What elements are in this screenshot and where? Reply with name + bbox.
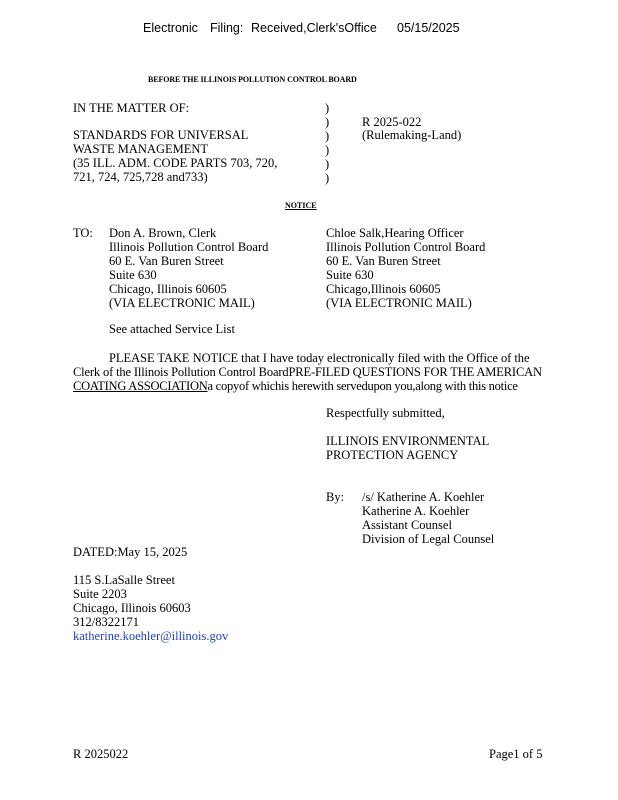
email-link[interactable]: katherine.koehler@illinois.gov (73, 629, 229, 643)
notice-body-line-1: PLEASE TAKE NOTICE that I have today electronically filed with the Office of the (109, 351, 530, 365)
caption-title-line: 721, 724, 725,728 and733) (73, 170, 208, 184)
dated-line: DATED:May 15, 2025 (73, 545, 188, 559)
docket-type: (Rulemaking-Land) (362, 128, 462, 142)
caption-paren: ) (325, 143, 330, 157)
signature-block (362, 490, 494, 546)
caption-matter: IN THE MATTER OF: (73, 101, 190, 115)
addressee-hearing-officer (326, 226, 485, 310)
filing-stamp-date: 05/15/2025 (397, 21, 460, 35)
signature-line: /s/ Katherine A. Koehler (362, 490, 485, 504)
caption-title-line: WASTE MANAGEMENT (73, 142, 209, 156)
address-line: Illinois Pollution Control Board (109, 240, 269, 254)
agency-line: PROTECTION AGENCY (326, 448, 459, 462)
caption-paren: ) (325, 115, 330, 129)
caption-title-line: STANDARDS FOR UNIVERSAL (73, 128, 249, 142)
signature-line: Assistant Counsel (362, 518, 452, 532)
caption-paren: ) (325, 157, 330, 171)
by-label: By: (326, 490, 345, 504)
signature-line: Katherine A. Koehler (362, 504, 470, 518)
filing-stamp-filing: Filing: (210, 21, 244, 35)
contact-address (73, 573, 228, 643)
contact-line: 115 S.LaSalle Street (73, 573, 175, 587)
filing-stamp-received: Received,Clerk'sOffice (251, 21, 377, 35)
address-line: Chicago, Illinois 60605 (109, 282, 227, 296)
address-line: Illinois Pollution Control Board (326, 240, 486, 254)
address-line: Chicago,Illinois 60605 (326, 282, 441, 296)
agency-name (326, 434, 489, 462)
caption-title (73, 128, 277, 184)
address-line: Chloe Salk,Hearing Officer (326, 226, 464, 240)
notice-body-document-title-cont: COATING ASSOCIATION (73, 379, 208, 393)
address-line: 60 E. Van Buren Street (109, 254, 224, 268)
notice-body-line-2 (73, 365, 542, 379)
contact-line: Chicago, Illinois 60603 (73, 601, 191, 615)
closing: Respectfully submitted, (326, 406, 445, 420)
address-line: 60 E. Van Buren Street (326, 254, 441, 268)
agency-line: ILLINOIS ENVIRONMENTAL (326, 434, 490, 448)
service-list-note: See attached Service List (109, 322, 235, 336)
address-line: Suite 630 (109, 268, 157, 282)
caption-title-line: (35 ILL. ADM. CODE PARTS 703, 720, (73, 156, 278, 170)
board-heading: BEFORE THE ILLINOIS POLLUTION CONTROL BOARD (148, 75, 357, 84)
caption-parens (325, 101, 329, 185)
notice-body-document-title: PRE-FILED QUESTIONS FOR THE AMERICAN (288, 365, 542, 379)
address-line: Suite 630 (326, 268, 374, 282)
notice-body-line-3 (73, 379, 518, 393)
filing-stamp-electronic: Electronic (143, 21, 198, 35)
addressee-clerk (109, 226, 268, 310)
caption-paren: ) (325, 101, 330, 115)
notice-heading: NOTICE (285, 201, 317, 210)
contact-line: 312/8322171 (73, 615, 139, 629)
contact-line: Suite 2203 (73, 587, 127, 601)
signature-line: Division of Legal Counsel (362, 532, 495, 546)
caption-paren: ) (325, 171, 330, 185)
caption-paren: ) (325, 129, 330, 143)
docket-number: R 2025-022 (362, 115, 422, 129)
notice-body-service: a copyof whichis herewith servedupon you,along with this notice (207, 379, 518, 393)
to-label: TO: (73, 226, 93, 240)
footer-docket: R 2025022 (73, 747, 129, 761)
notice-body-clerk: Clerk of the Illinois Pollution Control Board (73, 365, 289, 379)
footer-page-number: Page1 of 5 (489, 747, 543, 761)
address-line: (VIA ELECTRONIC MAIL) (326, 296, 472, 310)
address-line: Don A. Brown, Clerk (109, 226, 217, 240)
address-line: (VIA ELECTRONIC MAIL) (109, 296, 255, 310)
